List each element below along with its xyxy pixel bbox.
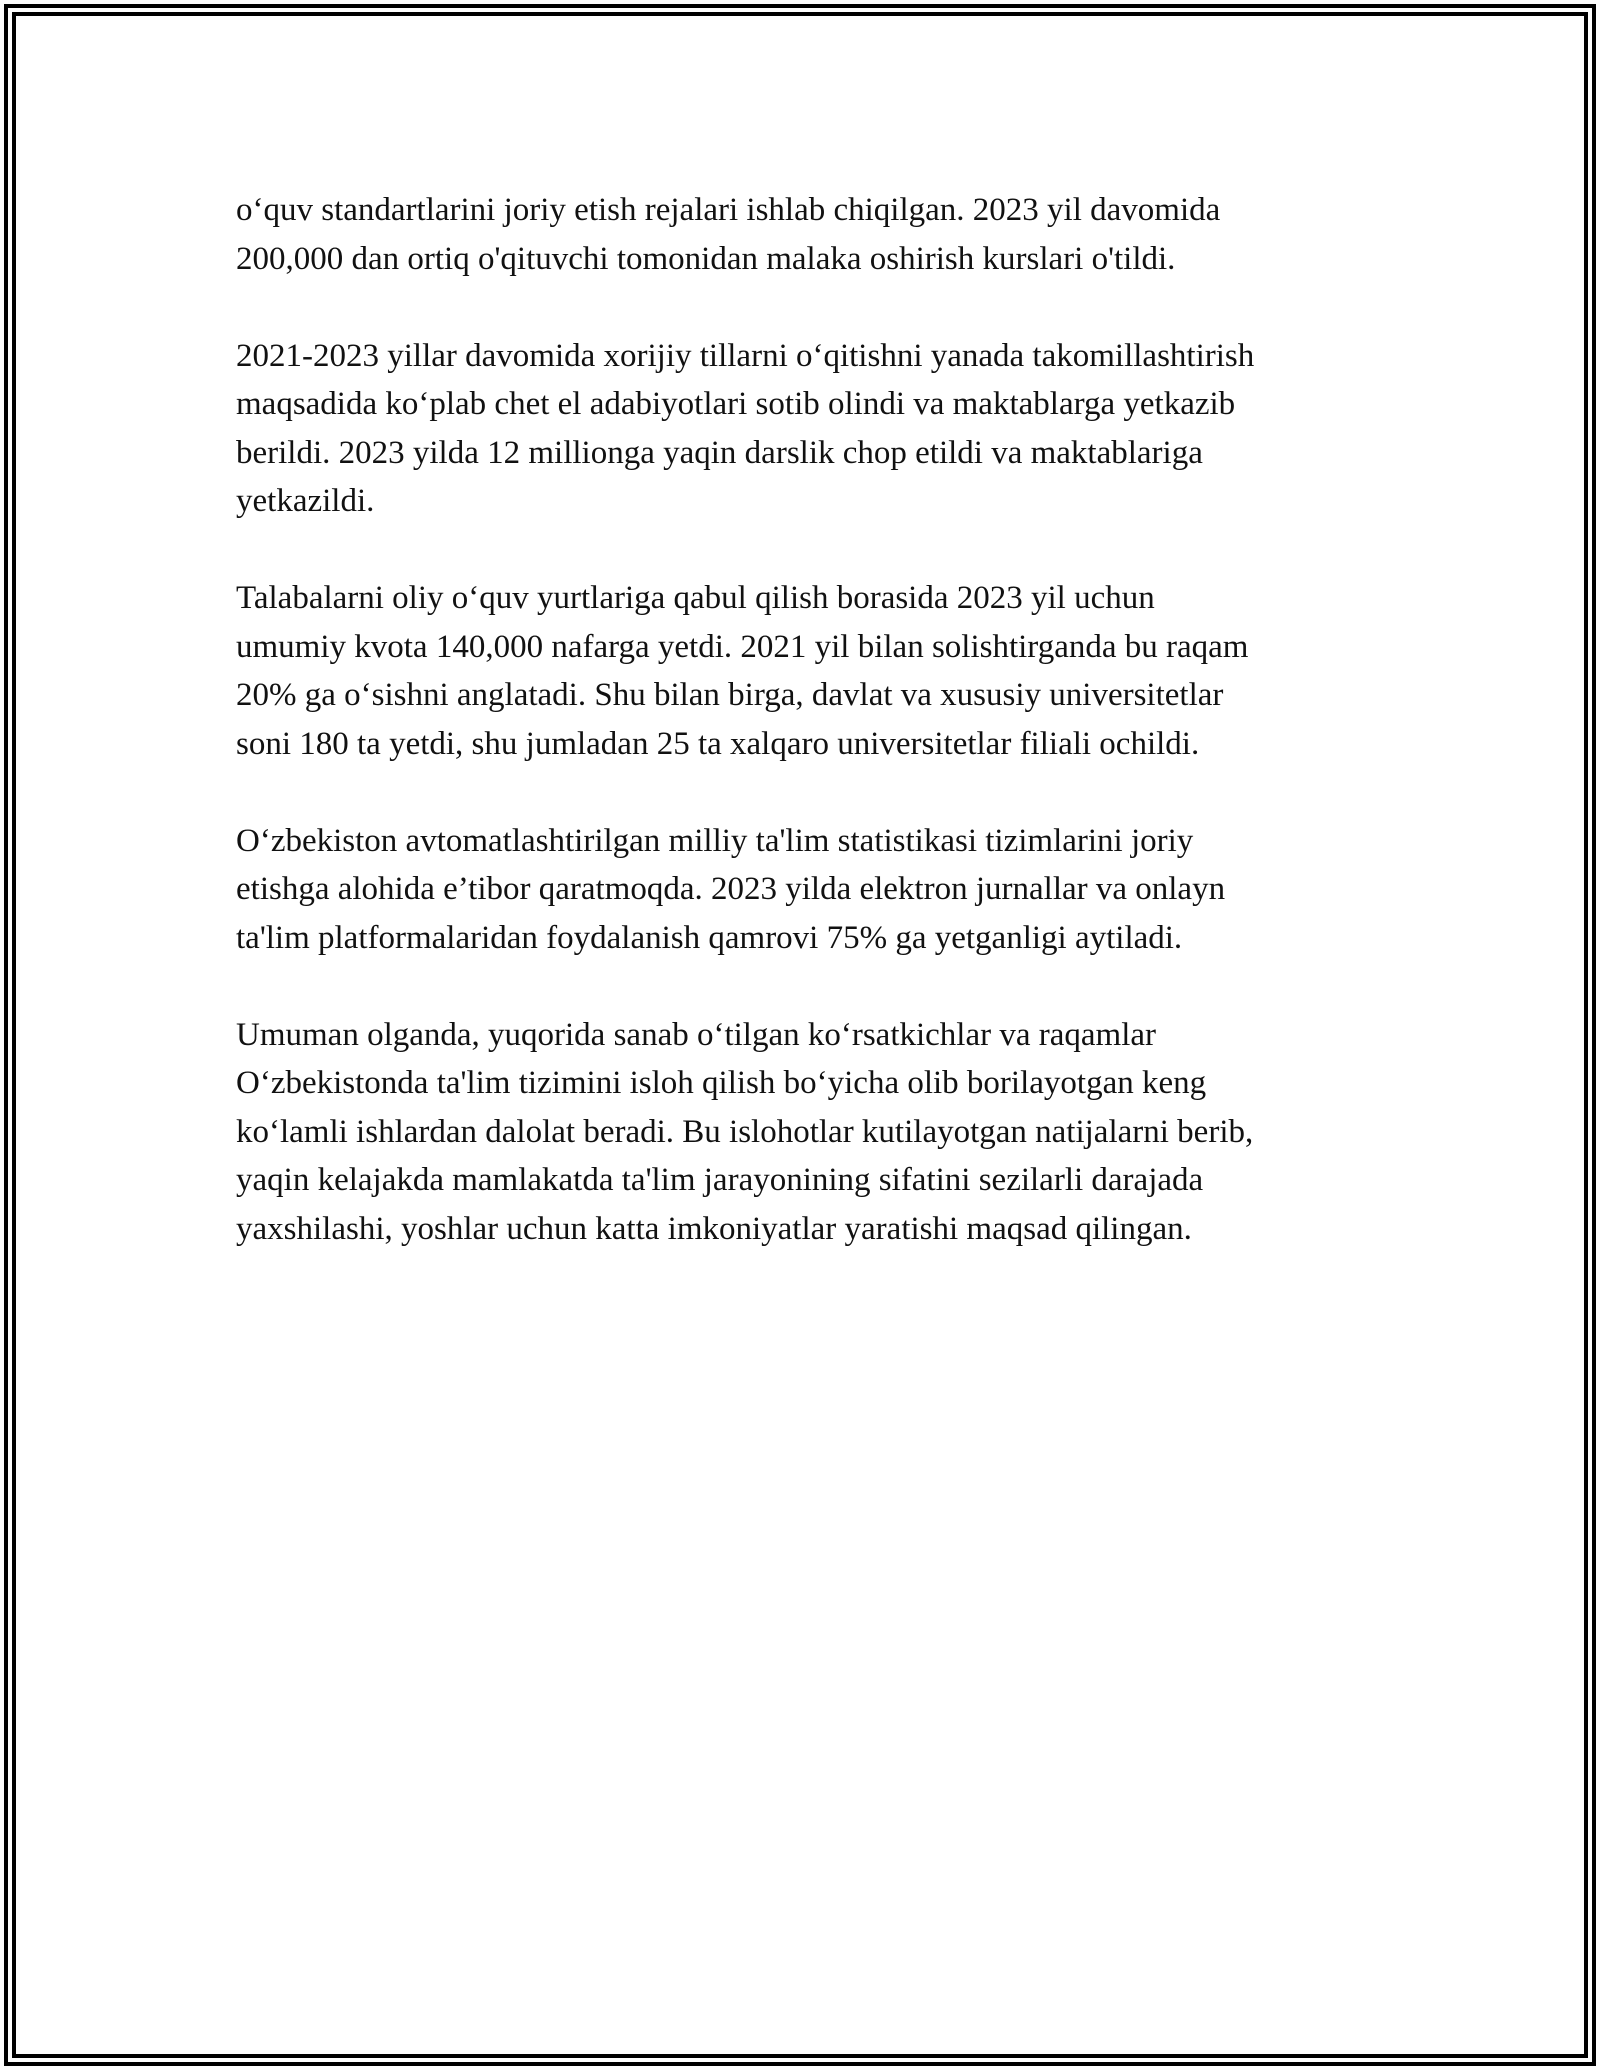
paragraph-foreign-languages: 2021-2023 yillar davomida xorijiy tillarni o‘qitishni yanada takomillashtirish maqsadida ko‘plab chet el adabiyotlari sotib olindi va maktablarga yetkazib berildi. 2023 yilda 12 millionga yaqin darslik chop etildi va maktablariga yetkazildi. (236, 337, 1255, 519)
paragraph-teacher-training: o‘quv standartlarini joriy etish rejalari ishlab chiqilgan. 2023 yil davomida 200,000 dan ortiq o'qituvchi tomonidan malaka oshirish kurslari o'tildi. (236, 192, 1221, 277)
paragraph-statistics-systems: O‘zbekiston avtomatlashtirilgan milliy ta'lim statistikasi tizimlarini joriy etishga alohida e’tibor qaratmoqda. 2023 yilda elektron jurnallar va onlayn ta'lim platformalaridan foydalanish qamrovi 75% ga yetganligi aytiladi. (236, 822, 1226, 956)
paragraph-conclusion: Umuman olganda, yuqorida sanab o‘tilgan ko‘rsatkichlar va raqamlar O‘zbekistonda ta'lim tizimini isloh qilish bo‘yicha olib borilayotgan keng ko‘lamli ishlardan dalolat beradi. Bu islohotlar kutilayotgan natijalarni berib, yaqin kelajakda mamlakatda ta'lim jarayonining sifatini sezilarli darajada yaxshilashi, yoshlar uchun katta imkoniyatlar yaratishi maqsad qilingan. (236, 1016, 1254, 1247)
paragraph-admissions: Talabalarni oliy o‘quv yurtlariga qabul qilish borasida 2023 yil uchun umumiy kvota 140,000 nafarga yetdi. 2021 yil bilan solishtirganda bu raqam 20% ga o‘sishni anglatadi. Shu bilan birga, davlat va xususiy universitetlar soni 180 ta yetdi, shu jumladan 25 ta xalqaro universitetlar filiali ochildi. (236, 580, 1249, 762)
document-body (236, 186, 1376, 1302)
